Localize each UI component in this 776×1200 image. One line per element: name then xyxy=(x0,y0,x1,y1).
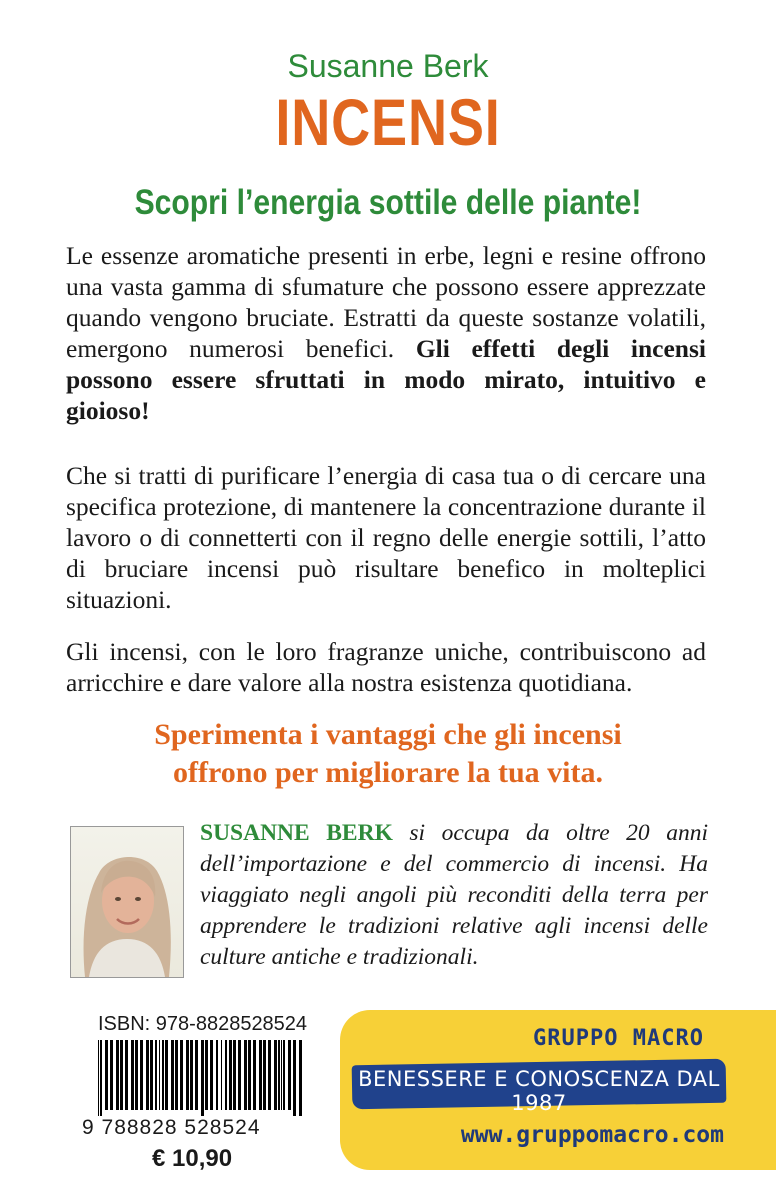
author-bio xyxy=(200,818,708,973)
description-paragraph-1 xyxy=(66,240,706,426)
barcode-bar xyxy=(131,1040,134,1110)
barcode-bar xyxy=(281,1040,282,1110)
bio-author-name: SUSANNE BERK xyxy=(200,820,393,846)
isbn-label: ISBN: 978-8828528524 xyxy=(98,1013,308,1035)
barcode-bar xyxy=(259,1040,262,1110)
barcode-bar xyxy=(238,1040,241,1110)
barcode-digits: 9 788828 528524 xyxy=(82,1116,261,1139)
barcode-bar xyxy=(180,1040,183,1110)
barcode-bar xyxy=(150,1040,153,1110)
barcode-bar xyxy=(221,1040,222,1110)
barcode-bar xyxy=(120,1040,123,1110)
barcode-bar xyxy=(233,1040,236,1110)
barcode-bar xyxy=(195,1040,198,1110)
author-name: Susanne Berk xyxy=(287,48,489,84)
barcode-bar xyxy=(146,1040,149,1110)
publisher-name: GRUPPO MACRO xyxy=(533,1026,704,1051)
barcode-bar xyxy=(186,1040,189,1110)
barcode-bar xyxy=(190,1040,193,1110)
barcode-bar xyxy=(175,1040,178,1110)
barcode-bar xyxy=(201,1040,204,1116)
barcode-bar xyxy=(100,1040,102,1116)
author-portrait-illustration xyxy=(71,827,183,977)
cta-line-1: Sperimenta i vantaggi che gli incensi xyxy=(154,718,622,751)
barcode-bar xyxy=(293,1040,296,1116)
barcode-bar xyxy=(110,1040,113,1110)
barcode-bar xyxy=(162,1040,164,1110)
price: € 10,90 xyxy=(152,1145,233,1172)
barcode-bar xyxy=(165,1040,168,1110)
barcode-bar xyxy=(210,1040,213,1110)
barcode-bar xyxy=(135,1040,138,1110)
paragraph-1-text: Le essenze aromatiche presenti in erbe, legni e resine offrono una vasta gamma di sfumature che possono essere apprezzate quando vengono bruciate. Estratti da queste sostanze volatili, emergono numerosi benefici. xyxy=(66,241,706,363)
barcode-bar xyxy=(216,1040,218,1110)
barcode-bar xyxy=(288,1040,291,1110)
barcode-bar xyxy=(225,1040,227,1110)
barcode-bar xyxy=(248,1040,251,1110)
barcode-bar xyxy=(274,1040,277,1110)
barcode-bar xyxy=(116,1040,119,1110)
barcode-bar xyxy=(278,1040,280,1110)
barcode-bar xyxy=(140,1040,143,1110)
barcode-bar xyxy=(155,1040,157,1110)
barcode-bar xyxy=(263,1040,266,1110)
bio-text: si occupa da oltre 20 anni dell’importazione e del commercio di incensi. Ha viaggiato negli angoli più reconditi della terra per apprendere le tradizioni relative agli incensi delle culture antiche e tradizionali. xyxy=(200,820,709,970)
barcode-bar xyxy=(205,1040,208,1110)
publisher-tagline: BENESSERE E CONOSCENZA DAL 1987 xyxy=(358,1067,720,1115)
paragraph-1-bold: Gli effetti degli incensi possono essere sfruttati in modo mirato, intuitivo e gioioso! xyxy=(66,334,706,425)
description-paragraph-2: Che si tratti di purificare l’energia di casa tua o di cercare una specifica protezione, di mantenere la concentrazione durante il lavoro o di connetterti con il regno delle energie sottili, l’atto di bruciare incensi può risultare benefico in molteplici situazioni. xyxy=(66,461,706,614)
barcode-bar xyxy=(283,1040,285,1110)
barcode-bar xyxy=(253,1040,256,1110)
barcode-bar xyxy=(229,1040,232,1110)
book-title: INCENSI xyxy=(275,85,501,159)
barcode-bar xyxy=(125,1040,128,1110)
barcode-bar xyxy=(268,1040,271,1110)
barcode-bar xyxy=(105,1040,108,1110)
barcode xyxy=(96,1040,304,1116)
call-to-action xyxy=(0,716,776,792)
barcode-bar xyxy=(98,1040,99,1116)
barcode-bar xyxy=(299,1040,302,1116)
description-paragraph-3: Gli incensi, con le loro fragranze uniche, contribuiscono ad arricchire e dare valore alla nostra esistenza quotidiana. xyxy=(66,637,706,697)
barcode-bar xyxy=(171,1040,174,1110)
publisher-website[interactable]: www.gruppomacro.com xyxy=(460,1122,724,1148)
barcode-bar xyxy=(159,1040,160,1110)
book-subtitle: Scopri l’energia sottile delle piante! xyxy=(134,183,642,222)
author-photo xyxy=(70,826,184,978)
barcode-bar xyxy=(244,1040,247,1110)
cta-line-2: offrono per migliorare la tua vita. xyxy=(173,756,603,789)
